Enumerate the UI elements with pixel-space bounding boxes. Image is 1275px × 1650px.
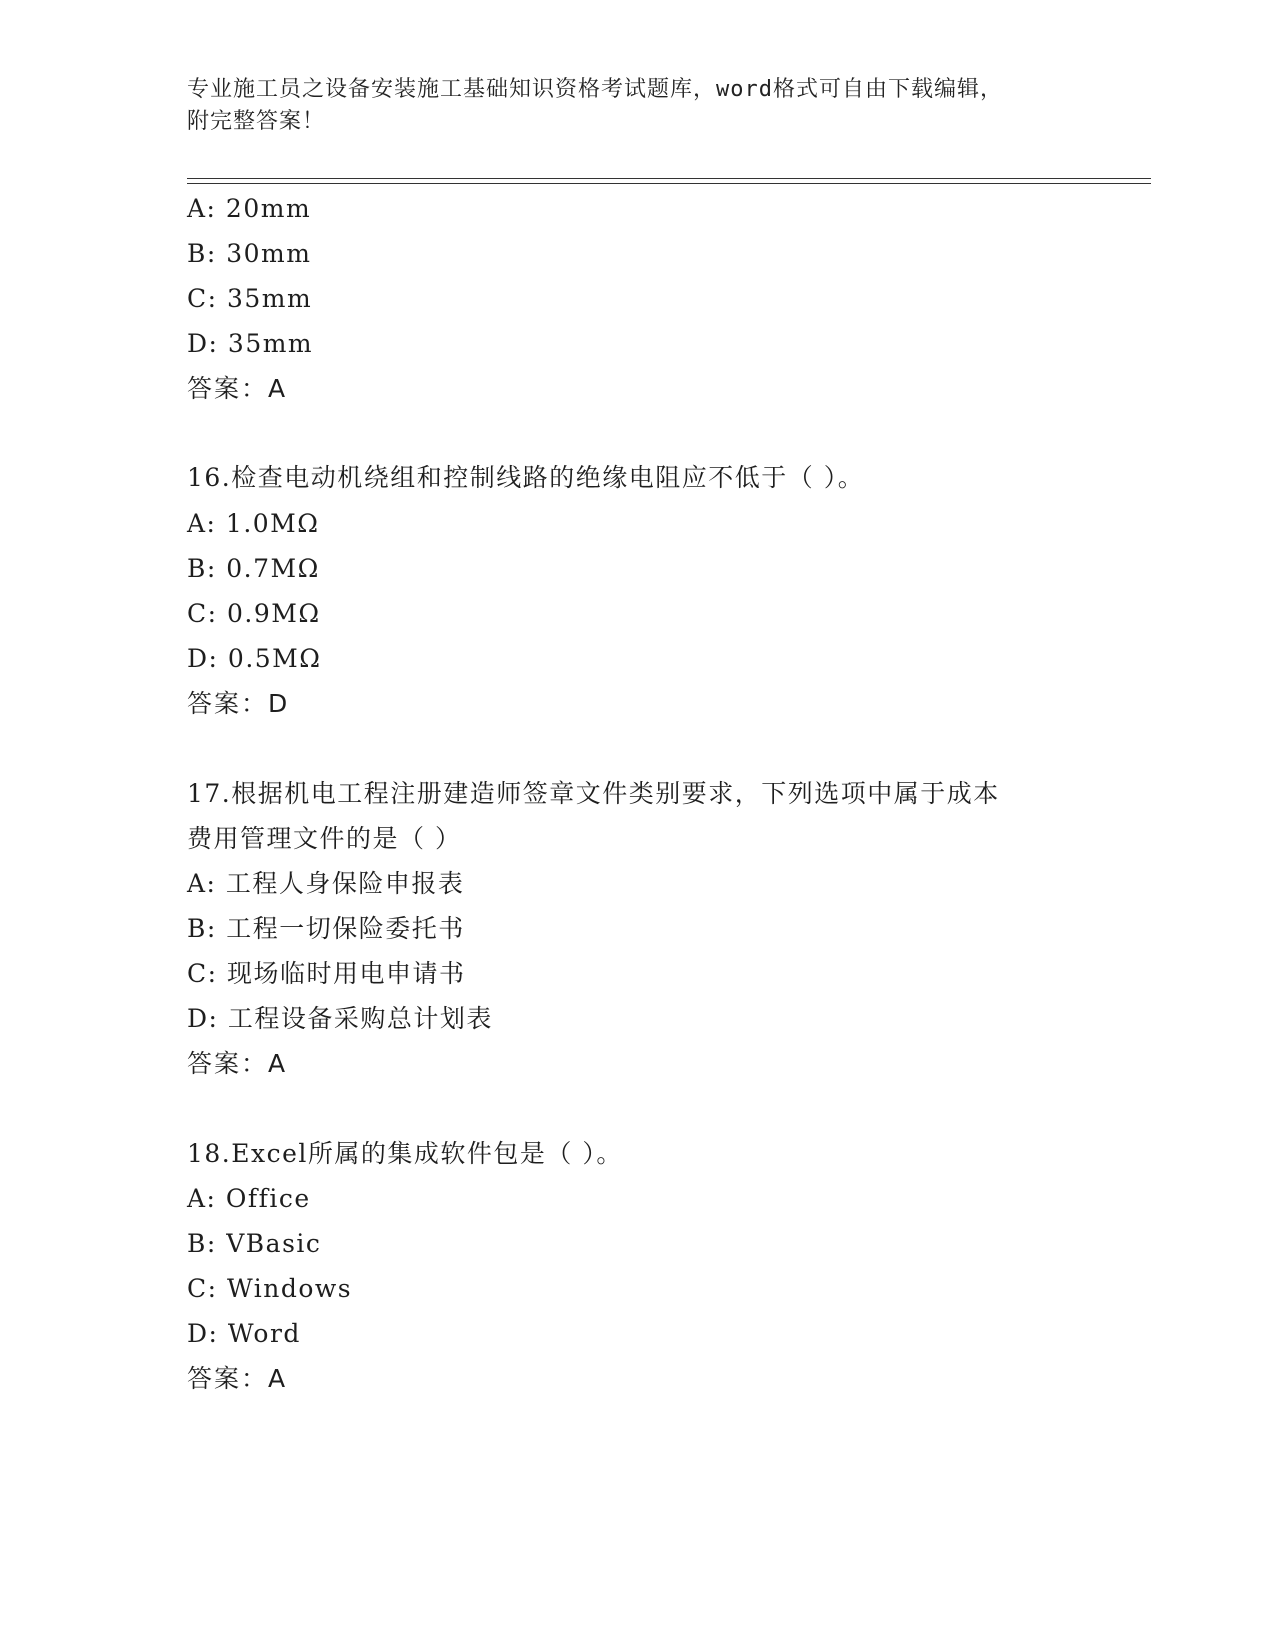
q18-answer: 答案：A [187, 1364, 288, 1393]
q17-stem-line-1: 17.根据机电工程注册建造师签章文件类别要求，下列选项中属于成本 [187, 779, 1000, 808]
q18-stem: 18.Excel所属的集成软件包是（ ）。 [187, 1139, 623, 1168]
q18-option-c: C: Windows [187, 1274, 353, 1303]
q17-option-b: B: 工程一切保险委托书 [187, 914, 465, 943]
q17-option-d: D: 工程设备采购总计划表 [187, 1004, 493, 1033]
header-line-1: 专业施工员之设备安装施工基础知识资格考试题库，word格式可自由下载编辑， [187, 77, 1003, 102]
q17-answer: 答案：A [187, 1049, 288, 1078]
q15-answer: 答案：A [187, 374, 288, 403]
header-rule-top [187, 178, 1151, 179]
header-line-2: 附完整答案！ [187, 109, 326, 134]
q15-option-b: B: 30mm [187, 239, 312, 268]
q15-option-c: C: 35mm [187, 284, 313, 313]
q17-option-a: A: 工程人身保险申报表 [187, 869, 465, 898]
q16-option-c: C: 0.9MΩ [187, 599, 321, 628]
q17-stem-line-2: 费用管理文件的是（ ） [187, 824, 462, 853]
q16-stem: 16.检查电动机绕组和控制线路的绝缘电阻应不低于（ ）。 [187, 463, 865, 492]
q17-option-c: C: 现场临时用电申请书 [187, 959, 466, 988]
q16-answer: 答案：D [187, 689, 290, 718]
q16-option-d: D: 0.5MΩ [187, 644, 322, 673]
q18-option-a: A: Office [187, 1184, 311, 1213]
header-rule-bottom [187, 183, 1151, 184]
q16-option-b: B: 0.7MΩ [187, 554, 320, 583]
document-header [187, 74, 1087, 138]
q18-option-d: D: Word [187, 1319, 301, 1348]
q15-option-d: D: 35mm [187, 329, 314, 358]
q15-option-a: A: 20mm [187, 194, 312, 223]
q16-option-a: A: 1.0MΩ [187, 509, 320, 538]
q18-option-b: B: VBasic [187, 1229, 322, 1258]
